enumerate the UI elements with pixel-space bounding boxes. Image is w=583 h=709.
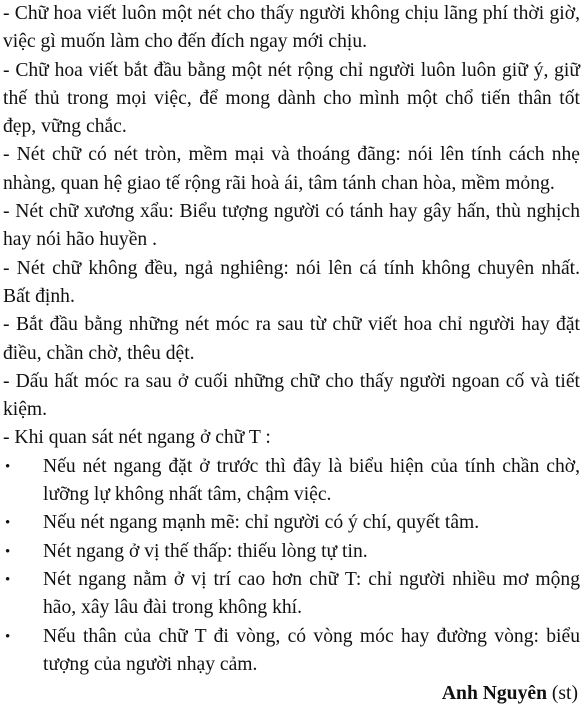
bullet-icon: • [5, 571, 11, 588]
bullet-item [3, 623, 580, 680]
bullet-text: Nếu nét ngang đặt ở trước thì đây là biểu hiện của tính chần chờ, lưỡng lự không nhất tâm, chậm việc. [43, 455, 580, 506]
author-signature [3, 679, 580, 709]
paragraph: - Nét chữ không đều, ngả nghiêng: nói lên cá tính không chuyên nhất. Bất định. [3, 257, 580, 307]
bullet-item [3, 509, 580, 537]
bullet-list [3, 453, 580, 679]
bullet-text: Nét ngang ở vị thế thấp: thiếu lòng tự tin. [43, 540, 368, 562]
paragraph: - Nét chữ xương xẩu: Biểu tượng người có tánh hay gây hấn, thù nghịch hay nói hão huyền . [3, 201, 580, 251]
paragraph: - Bắt đầu bằng những nét móc ra sau từ chữ viết hoa chỉ người hay đặt điều, chần chờ, thêu dệt. [3, 314, 580, 364]
paragraph: - Chữ hoa viết bắt đầu bằng một nét rộng chỉ người luôn luôn giữ ý, giữ thế thủ trong mọi việc, để mong dành cho mình một chổ tiến thân tốt đẹp, vững chắc. [3, 59, 580, 138]
article-body [3, 0, 580, 709]
bullet-item [3, 566, 580, 623]
paragraph: - Chữ hoa viết luôn một nét cho thấy người không chịu lãng phí thời giờ, việc gì muốn làm cho đến đích ngay mới chịu. [3, 3, 580, 53]
author-name: Anh Nguyên [441, 683, 547, 705]
bullet-text: Nếu thân của chữ T đi vòng, có vòng móc hay đường vòng: biểu tượng của người nhạy cảm. [43, 625, 580, 675]
bullet-icon: • [5, 543, 11, 560]
bullet-icon: • [5, 515, 11, 532]
bullet-icon: • [5, 458, 11, 475]
bullet-text: Nếu nét ngang mạnh mẽ: chỉ người có ý chí, quyết tâm. [43, 512, 480, 534]
paragraph: - Nét chữ có nét tròn, mềm mại và thoáng đãng: nói lên tính cách nhẹ nhàng, quan hệ giao tế rộng rãi hoà ái, tâm tánh chan hòa, mềm mỏng. [3, 144, 580, 194]
bullet-item [3, 538, 580, 566]
bullet-item [3, 453, 580, 510]
paragraph-t-intro: - Khi quan sát nét ngang ở chữ T : [3, 427, 271, 449]
bullet-icon: • [5, 628, 11, 645]
author-source-suffix: (st) [551, 683, 578, 705]
bullet-text: Nét ngang nằm ở vị trí cao hơn chữ T: chỉ người nhiều mơ mộng hão, xây lâu đài trong không khí. [43, 568, 580, 619]
paragraph: - Dấu hất móc ra sau ở cuối những chữ cho thấy người ngoan cố và tiết kiệm. [3, 370, 580, 421]
